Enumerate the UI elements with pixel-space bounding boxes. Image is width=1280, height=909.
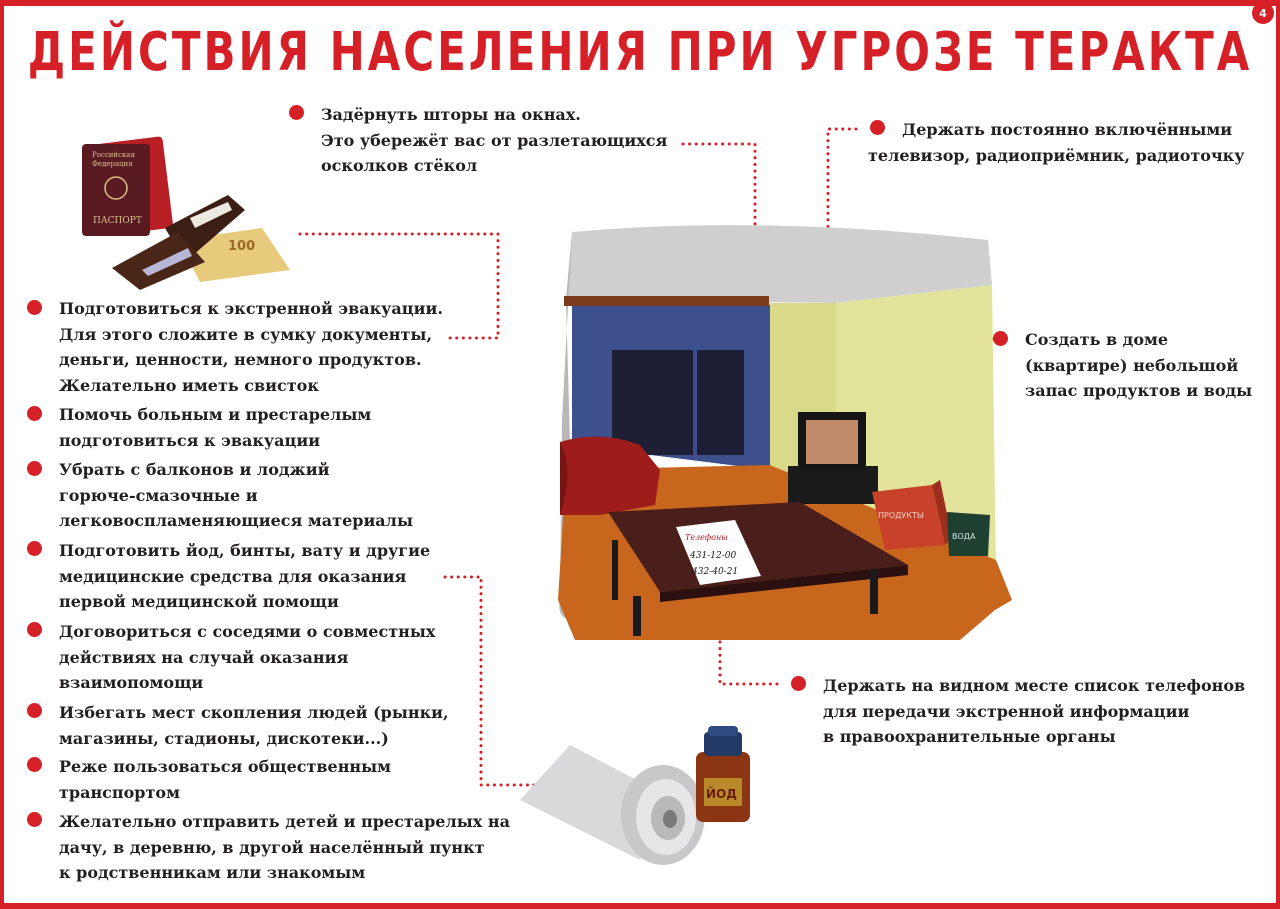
text-line: магазины, стадионы, дискотеки...)	[59, 728, 389, 748]
advice-evacuation	[59, 296, 443, 398]
text-line: Задёрнуть шторы на окнах.	[321, 105, 581, 124]
bullet	[993, 331, 1008, 346]
text-line: к родственникам или знакомым	[59, 863, 366, 882]
bullet	[27, 541, 42, 556]
bullet	[27, 622, 42, 637]
advice-supplies	[1025, 327, 1252, 404]
text-line: Подготовить йод, бинты, вату и другие	[59, 541, 431, 560]
water-label: ВОДА	[952, 532, 976, 541]
text-line: Создать в доме	[1025, 330, 1169, 349]
box-label: ПРОДУКТЫ	[878, 511, 924, 520]
advice-medical	[59, 538, 430, 615]
room-illustration	[558, 225, 1012, 640]
note-phone-1: 431-12-00	[690, 551, 737, 561]
bullet	[27, 406, 42, 421]
note-heading: Телефоны	[685, 533, 728, 542]
advice-curtains	[321, 102, 667, 179]
text-line: дачу, в деревню, в другой населённый пункт	[59, 837, 485, 857]
advice-children	[59, 809, 510, 886]
passport-country-1: Российская	[92, 151, 135, 159]
text-line: Держать постоянно включёнными	[902, 120, 1233, 139]
banknote-label: 100	[228, 239, 256, 254]
advice-crowds	[59, 700, 449, 751]
passport-label: ПАСПОРТ	[93, 216, 142, 226]
text-line: (квартире) небольшой	[1025, 355, 1239, 375]
text-line: телевизор, радиоприёмник, радиоточку	[868, 145, 1245, 165]
page-number: 4	[1252, 2, 1274, 24]
text-line: осколков стёкол	[321, 156, 478, 175]
advice-transport	[59, 754, 391, 805]
text-line: в правоохранительные органы	[823, 727, 1116, 746]
passport-country-2: Федерация	[92, 160, 133, 168]
text-line: подготовиться к эвакуации	[59, 430, 321, 450]
documents-illustration	[82, 136, 290, 290]
text-line: Держать на видном месте список телефонов	[823, 676, 1246, 695]
text-line: медицинские средства для оказания	[59, 566, 407, 586]
text-line: легковоспламеняющиеся материалы	[59, 511, 413, 530]
text-line: Для этого сложите в сумку документы,	[59, 324, 433, 344]
advice-tv	[868, 117, 1244, 168]
text-line: действиях на случай оказания	[59, 647, 349, 667]
bullet	[27, 461, 42, 476]
note-phone-2: 432-40-21	[692, 567, 739, 577]
text-line: Желательно иметь свисток	[59, 375, 319, 395]
bullet	[27, 703, 42, 718]
bullet	[27, 757, 42, 772]
text-line: первой медицинской помощи	[59, 592, 339, 611]
text-line: Желательно отправить детей и престарелых на	[59, 812, 510, 831]
advice-phones	[823, 673, 1245, 750]
advice-balcony	[59, 457, 413, 534]
advice-neighbors	[59, 619, 435, 696]
text-line: Убрать с балконов и лоджий	[59, 460, 330, 479]
text-line: Договориться с соседями о совместных	[59, 622, 436, 641]
medical-illustration	[520, 726, 750, 865]
text-line: для передачи экстренной информации	[823, 701, 1190, 721]
text-line: взаимопомощи	[59, 673, 204, 692]
bullet	[27, 812, 42, 827]
iodine-label: ЙОД	[706, 787, 737, 801]
text-line: транспортом	[59, 782, 180, 802]
text-line: Реже пользоваться общественным	[59, 757, 392, 776]
text-line: горюче-смазочные и	[59, 485, 258, 505]
text-line: Помочь больным и престарелым	[59, 405, 372, 424]
bullet	[289, 105, 304, 120]
text-line: Подготовиться к экстренной эвакуации.	[59, 299, 443, 318]
bullet	[791, 676, 806, 691]
text-line: Избегать мест скопления людей (рынки,	[59, 703, 449, 722]
advice-help-sick	[59, 402, 371, 453]
text-line: Это убережёт вас от разлетающихся	[321, 130, 668, 150]
text-line: деньги, ценности, немного продуктов.	[59, 350, 422, 369]
bullet	[27, 300, 42, 315]
page-title: ДЕЙСТВИЯ НАСЕЛЕНИЯ ПРИ УГРОЗЕ ТЕРАКТА	[27, 20, 1253, 83]
text-line: запас продуктов и воды	[1025, 381, 1253, 400]
